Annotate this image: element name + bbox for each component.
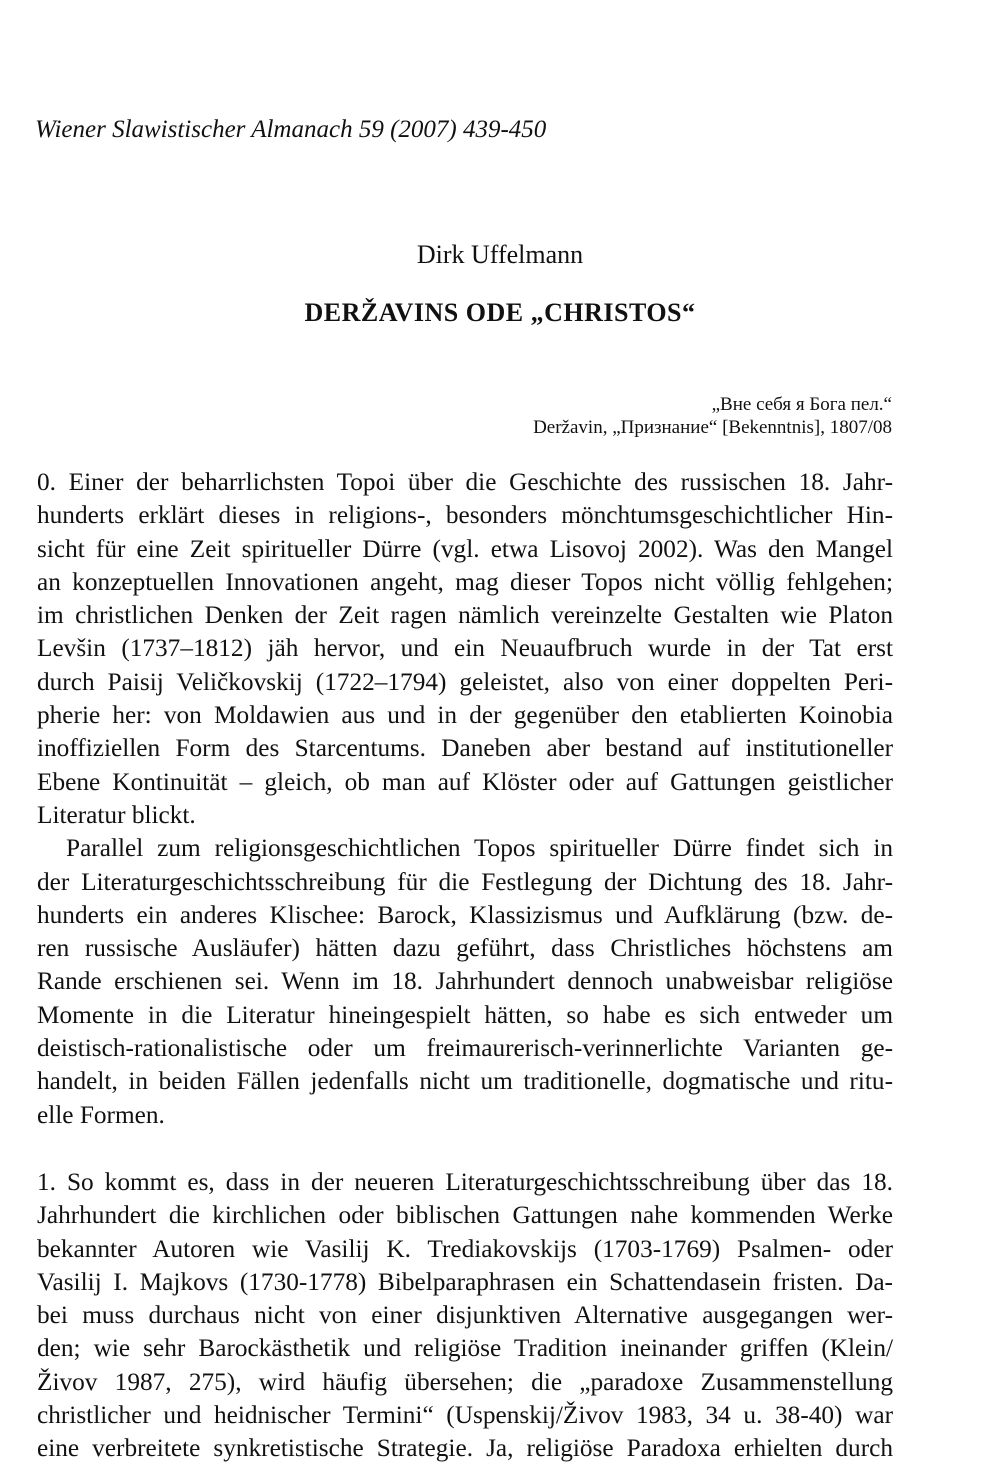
article-title: DERŽAVINS ODE „CHRISTOS“ — [304, 298, 696, 327]
text-line: im christlichen Denken der Zeit ragen nämlich vereinzelte Gestalten wie Platon — [37, 601, 893, 630]
text-line: Levšin (1737–1812) jäh hervor, und ein Neuaufbruch wurde in der Tat erst — [37, 634, 893, 663]
paragraph-1 — [37, 832, 893, 1132]
text-line: christlicher und heidnischer Termini“ (Uspenskij/Živov 1983, 34 u. 38-40) war — [37, 1401, 893, 1430]
text-line: deistisch-rationalistische oder um freimaurerisch-verinnerlichte Varianten ge- — [37, 1034, 893, 1063]
text-line: an konzeptuellen Innovationen angeht, mag dieser Topos nicht völlig fehlgehen; — [37, 567, 893, 596]
text-line: eine verbreitete synkretistische Strategie. Ja, religiöse Paradoxa erhielten durch — [37, 1434, 893, 1463]
text-line: Momente in die Literatur hineingespielt hätten, so habe es sich entweder um — [37, 1000, 893, 1029]
paragraph-2 — [37, 1166, 893, 1466]
text-line: 1. So kommt es, dass in der neueren Literaturgeschichtsschreibung über das 18. — [37, 1167, 893, 1196]
text-line: Ebene Kontinuität – gleich, ob man auf Klöster oder auf Gattungen geistlicher — [37, 767, 893, 796]
journal-citation: Wiener Slawistischer Almanach 59 (2007) 439-450 — [35, 116, 547, 143]
text-line: der Literaturgeschichtsschreibung für die Festlegung der Dichtung des 18. Jahr- — [37, 867, 893, 896]
text-line: Parallel zum religionsgeschichtlichen Topos spiritueller Dürre findet sich in — [66, 834, 893, 863]
epigraph — [533, 393, 892, 439]
text-line: Jahrhundert die kirchlichen oder biblischen Gattungen nahe kommenden Werke — [37, 1201, 893, 1230]
text-line: pherie her: von Moldawien aus und in der gegenüber den etablierten Koinobia — [37, 701, 893, 730]
text-line: Vasilij I. Majkovs (1730-1778) Bibelparaphrasen ein Schattendasein fristen. Da- — [37, 1267, 893, 1296]
epigraph-quote: „Вне себя я Бога пел.“ — [711, 394, 892, 415]
text-line: bei muss durchaus nicht von einer disjunktiven Alternative ausgegangen wer- — [37, 1301, 893, 1330]
text-line: durch Paisij Veličkovskij (1722–1794) geleistet, also von einer doppelten Peri- — [37, 667, 893, 696]
text-line: sicht für eine Zeit spiritueller Dürre (vgl. etwa Lisovoj 2002). Was den Mangel — [37, 534, 893, 563]
text-line: Literatur blickt. — [37, 800, 196, 829]
text-line: Živov 1987, 275), wird häufig übersehen; die „paradoxe Zusammenstellung — [37, 1367, 893, 1396]
article-author: Dirk Uffelmann — [416, 240, 584, 269]
text-line: den; wie sehr Barockästhetik und religiöse Tradition ineinander griffen (Klein/ — [37, 1334, 893, 1363]
text-line: handelt, in beiden Fällen jedenfalls nicht um traditionelle, dogmatische und ritu- — [37, 1067, 893, 1096]
article-body — [37, 466, 893, 1466]
text-line: elle Formen. — [37, 1100, 165, 1129]
text-line: inoffiziellen Form des Starcentums. Daneben aber bestand auf institutioneller — [37, 734, 893, 763]
text-line: ren russische Ausläufer) hätten dazu geführt, dass Christliches höchstens am — [37, 934, 893, 963]
paragraph-0 — [37, 466, 893, 832]
text-line: 0. Einer der beharrlichsten Topoi über die Geschichte des russischen 18. Jahr- — [37, 468, 893, 496]
epigraph-source: Deržavin, „Признание“ [Bekenntnis], 1807/08 — [533, 417, 892, 438]
text-line: hunderts erklärt dieses in religions-, besonders mönchtumsgeschichtlicher Hin- — [37, 501, 893, 530]
section-gap — [37, 1132, 893, 1166]
text-line: bekannter Autoren wie Vasilij K. Trediakovskijs (1703-1769) Psalmen- oder — [37, 1234, 893, 1263]
text-line: hunderts ein anderes Klischee: Barock, Klassizismus und Aufklärung (bzw. de- — [37, 900, 893, 929]
text-line: Rande erschienen sei. Wenn im 18. Jahrhundert dennoch unabweisbar religiöse — [37, 967, 893, 996]
